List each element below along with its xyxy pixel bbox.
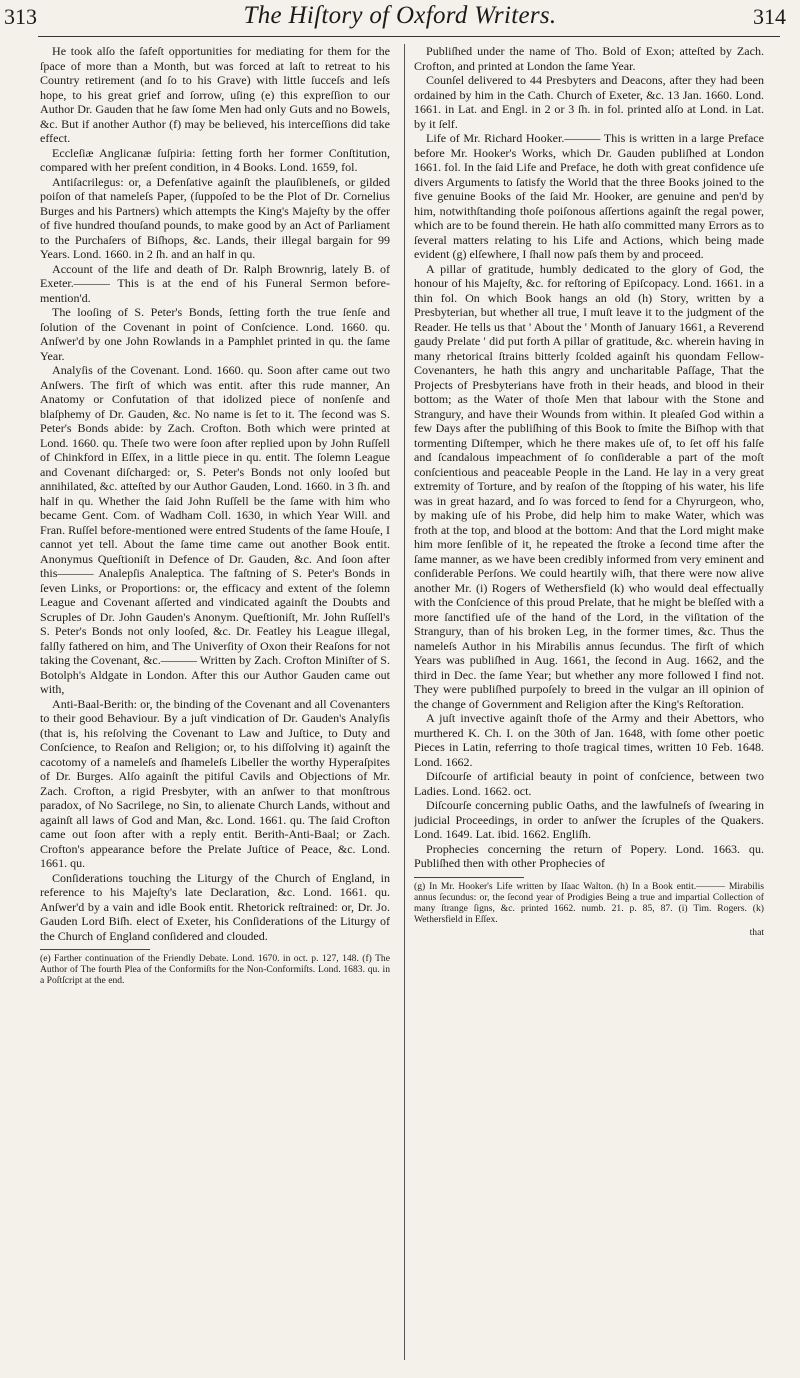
paragraph: Antiſacrilegus: or, a Defenſative againſt the plauſibleneſs, or gilded poiſon of that nameleſs Paper, (ſuppoſed to be the Plot of Dr. Cornelius Burges and his Partners) which attempts the King's Majeſty by the offer of five hundred thouſand pounds, to make good by an Act of Parliament to the Purchaſers of Biſhops, &c. Lands, their illegal bargain for 99 Years. Lond. 1660. in 2 ſh. and an half in qu. [40,174,390,261]
footnote: (e) Farther continuation of the Friendly Debate. Lond. 1670. in oct. p. 127, 148. (f) The Author of The fourth Plea of the Conformiſts for the Non-Conformiſts. Lond. 1683. qu. in a Poſtſcript at the end. [40,953,390,986]
footnote-rule [414,877,524,878]
catchword: that [749,926,764,938]
paragraph: Account of the life and death of Dr. Ralph Brownrig, lately B. of Exeter.——— This is at the end of his Funeral Sermon before-mention'd. [40,261,390,305]
paragraph: A juſt invective againſt thoſe of the Army and their Abettors, who murthered K. Ch. I. on the 30th of Jan. 1648, with ſome other poetic Pieces in Latin, referring to thoſe tragical times, written 10 Feb. 1648. Lond. 1662. [414,711,764,769]
footnote-rule [40,949,150,950]
left-column [40,44,390,1360]
paragraph: The looſing of S. Peter's Bonds, ſetting forth the true ſenſe and ſolution of the Covenant in point of Conſcience. Lond. 1660. qu. Anſwer'd by one John Rowlands in a Pamphlet printed in qu. the ſame Year. [40,305,390,363]
footnote: (g) In Mr. Hooker's Life written by Iſaac Walton. (h) In a Book entit.——— Mirabilis annus ſecundus: or, the ſecond year of Prodigies Being a true and impartial Collection of many ſtrange ſigns, &c. printed 1662. numb. 21. p. 85, 87. (i) Tim. Rogers. (k) Wethersfield in Eſſex. [414,880,764,925]
paragraph: Counſel delivered to 44 Presbyters and Deacons, after they had been ordained by him in the Cath. Church of Exeter, &c. 13 Jan. 1660. Lond. 1661. in Lat. and Engl. in 2 or 3 ſh. in fol. printed alſo at Lond. in Lat. by it ſelf. [414,73,764,131]
paragraph: Publiſhed under the name of Tho. Bold of Exon; atteſted by Zach. Crofton, and printed at London the ſame Year. [414,44,764,73]
paragraph: Analyſis of the Covenant. Lond. 1660. qu. Soon after came out two Anſwers. The firſt of which was entit. after this rude manner, An Anatomy or Confutation of that idolized piece of nonſenſe and blaſphemy of Dr. Gauden, &c. No name is ſet to it. The ſecond was S. Peter's Bonds abide: by Zach. Crofton. Both which were printed at Lond. 1660. qu. Theſe two were ſoon after replied upon by John Ruſſell of Chinkford in Eſſex, in a little piece in qu. entit. The ſolemn League and Covenant diſcharged: or, S. Peter's Bonds not only looſed but annihilated, &c. atteſted by our Author Gauden, Lond. 1660. in 3 ſh. and half in qu. Whether the ſaid John Ruſſell be the ſame with him who became Gent. Com. of Wadham Coll. 1630, in which Year Will. and Fran. Ruſſel before-mentioned were entred Students of the ſame Houſe, I cannot yet tell. About the ſame time came out another Book entit. Anonymus Queſtioniſt in Defence of Dr. Gauden, &c. And ſoon after this——— Analepſis Analeptica. The faſtning of S. Peter's Bonds in ſeven Links, or Proportions: or, the efficacy and extent of the ſolemn League and Covenant aſſerted and vindicated againſt the Doubts and Scruples of Dr. John Gauden's Anonym. Queſtioniſt, Mr. John Ruſſell's S. Peter's Bonds not only looſed, &c. Dr. Featley his League illegal, falſly fathered on him, and The Univerſity of Oxon their Reaſons for not taking the Covenant, &c.——— Written by Zach. Crofton Miniſter of S. Botolph's Aldgate in London. After this our Author Gauden came out with, [40,363,390,696]
paragraph: Eccleſiæ Anglicanæ ſuſpiria: ſetting forth her former Conſtitution, compared with her preſent condition, in 4 Books. Lond. 1659, fol. [40,145,390,174]
paragraph: Prophecies concerning the return of Popery. Lond. 1663. qu. Publiſhed then with other Prophecies of [414,841,764,870]
paragraph: A pillar of gratitude, humbly dedicated to the glory of God, the honour of his Majeſty, &c. for reſtoring of Epiſcopacy. Lond. 1661. in a thin fol. On which Book hangs an old (h) Story, written by a Presbyterian, but whether all true, I muſt leave it to the judgment of the Reader. He tells us that ' About the ' Month of January 1661, a Reverend gaudy Prelate ' did put forth A pillar of gratitude, &c. wherein having in many rhetorical ſtrains bitterly ſcolded againſt his quondam Fellow-Covenanters, he hath this angry and uncharitable Paſſage, That the Projects of Presbyterians have froth in their heads, and blood in their bottom; as the Water of thoſe Men that labour with the Stone and Strangury, and have their Wounds from within. It pleaſed God within a few Days after the publiſhing of this Book to ſmite the Biſhop with that tormenting Diſtemper, which he there makes uſe of, to ſet off his falſe and ſcandalous impeachment of ſo conſiderable a part of the moſt conſcientious and peaceable People in the Land. He lay in a very great extremity of Torture, and by reaſon of the ſtopping of his water, his life was in great hazard, and ſo was forced to ſend for a Chyrurgeon, who, by making uſe of his Probe, did help him to make Water, which was froth at the top, and blood at the bottom: And that the Lord might make him more ſenſible of it, he repeated the ſtroke a ſecond time after the ſame manner, as we have been credibly informed from very eminent and conſiderable Perſons. We could heartily wiſh, that there were now alive another Mr. (i) Rogers of Wethersfield (k) who would deal effectually with the Conſcience of this proud Prelate, that he might be bleſſed with a more ſanctified uſe of the hand of the Lord, in the viſitation of the Strangury, than of his broken Leg, in the former times, &c. Thus the nameleſs Author in his Mirabilis annus ſecundus. The firſt of which Years was publiſhed in Aug. 1661, the ſecond in Aug. 1662, and the third in Dec. the ſame Year; but whether any more followed I find not. They were publiſhed purpoſely to breed in the vulgar an ill opinion of the change of Government and Religion after the King's Reſtoration. [414,261,764,711]
paragraph: He took alſo the ſafeſt opportunities for mediating for them for the ſpace of more than a Month, but was forced at laſt to retreat to his Country retirement (and ſo to his Grave) with little ſucceſs and leſs hope, to his great grief and ſorrow, uſing (e) this expreſſion to our Author Dr. Gauden that he ſaw ſome Men had only Guts and no Bowels, &c. But if another Author (f) may be believed, his interceſſions did take effect. [40,44,390,145]
page-number-left: 313 [4,4,37,29]
paragraph: Conſiderations touching the Liturgy of the Church of England, in reference to his Majeſty's late Declaration, &c. Lond. 1661. qu. Anſwer'd by a vain and idle Book entit. Rhetorick reſtrained: or, Dr. Jo. Gauden Lord Biſh. elect of Exeter, his Conſiderations of the Liturgy of the Church of England conſidered and clouded. [40,870,390,943]
paragraph: Anti-Baal-Berith: or, the binding of the Covenant and all Covenanters to their good Behaviour. By a juſt vindication of Dr. Gauden's Analyſis (that is, his reſolving the Covenant to Law and Juſtice, to Duty and Conſcience, to Reaſon and Religion; or, to his diſſolving it) againſt the cacotomy of a nameleſs and ſhameleſs Libeller the worthy Hyperaſpites of Dr. Burges. Alſo againſt the pitiful Cavils and Objections of Mr. Zach. Crofton, a rigid Presbyter, with an anſwer to that monſtrous paradox, of No Sacrilege, no Sin, to alienate Church Lands, without and againſt all laws of God and Man, &c. Lond. 1661. qu. The ſaid Crofton came out ſoon after with a reply entit. Berith-Anti-Baal; or Zach. Crofton's appearance before the Prelate Juſtice of Peace, &c. Lond. 1661. qu. [40,696,390,870]
page-number-right: 314 [753,4,786,29]
right-column [414,44,764,1360]
header-rule [38,36,780,37]
paragraph: Diſcourſe concerning public Oaths, and the lawfulneſs of ſwearing in judicial Proceedings, in order to anſwer the ſcruples of the Quakers. Lond. 1649. Lat. ibid. 1662. Engliſh. [414,798,764,841]
page-header [0,0,800,40]
column-divider [404,44,405,1360]
paragraph: Diſcourſe of artificial beauty in point of conſcience, between two Ladies. Lond. 1662. oct. [414,769,764,798]
running-title: The Hiſtory of Oxford Writers. [243,2,557,29]
paragraph: Life of Mr. Richard Hooker.——— This is written in a large Preface before Mr. Hooker's Works, which Dr. Gauden publiſhed at London 1661. fol. In the ſaid Life and Preface, he doth with great confidence uſe divers Arguments to ſatisfy the World that the three Books joined to the five genuine Books of the ſaid Mr. Hooker, are genuine and pen'd by him, notwithſtanding thoſe poiſonous aſſertions againſt the regal power, which are to be found therein. He hath alſo committed many Errors as to ſeveral matters relating to his Life and Actions, which being made evident (g) elſewhere, I ſhall now paſs them by and proceed. [414,131,764,261]
